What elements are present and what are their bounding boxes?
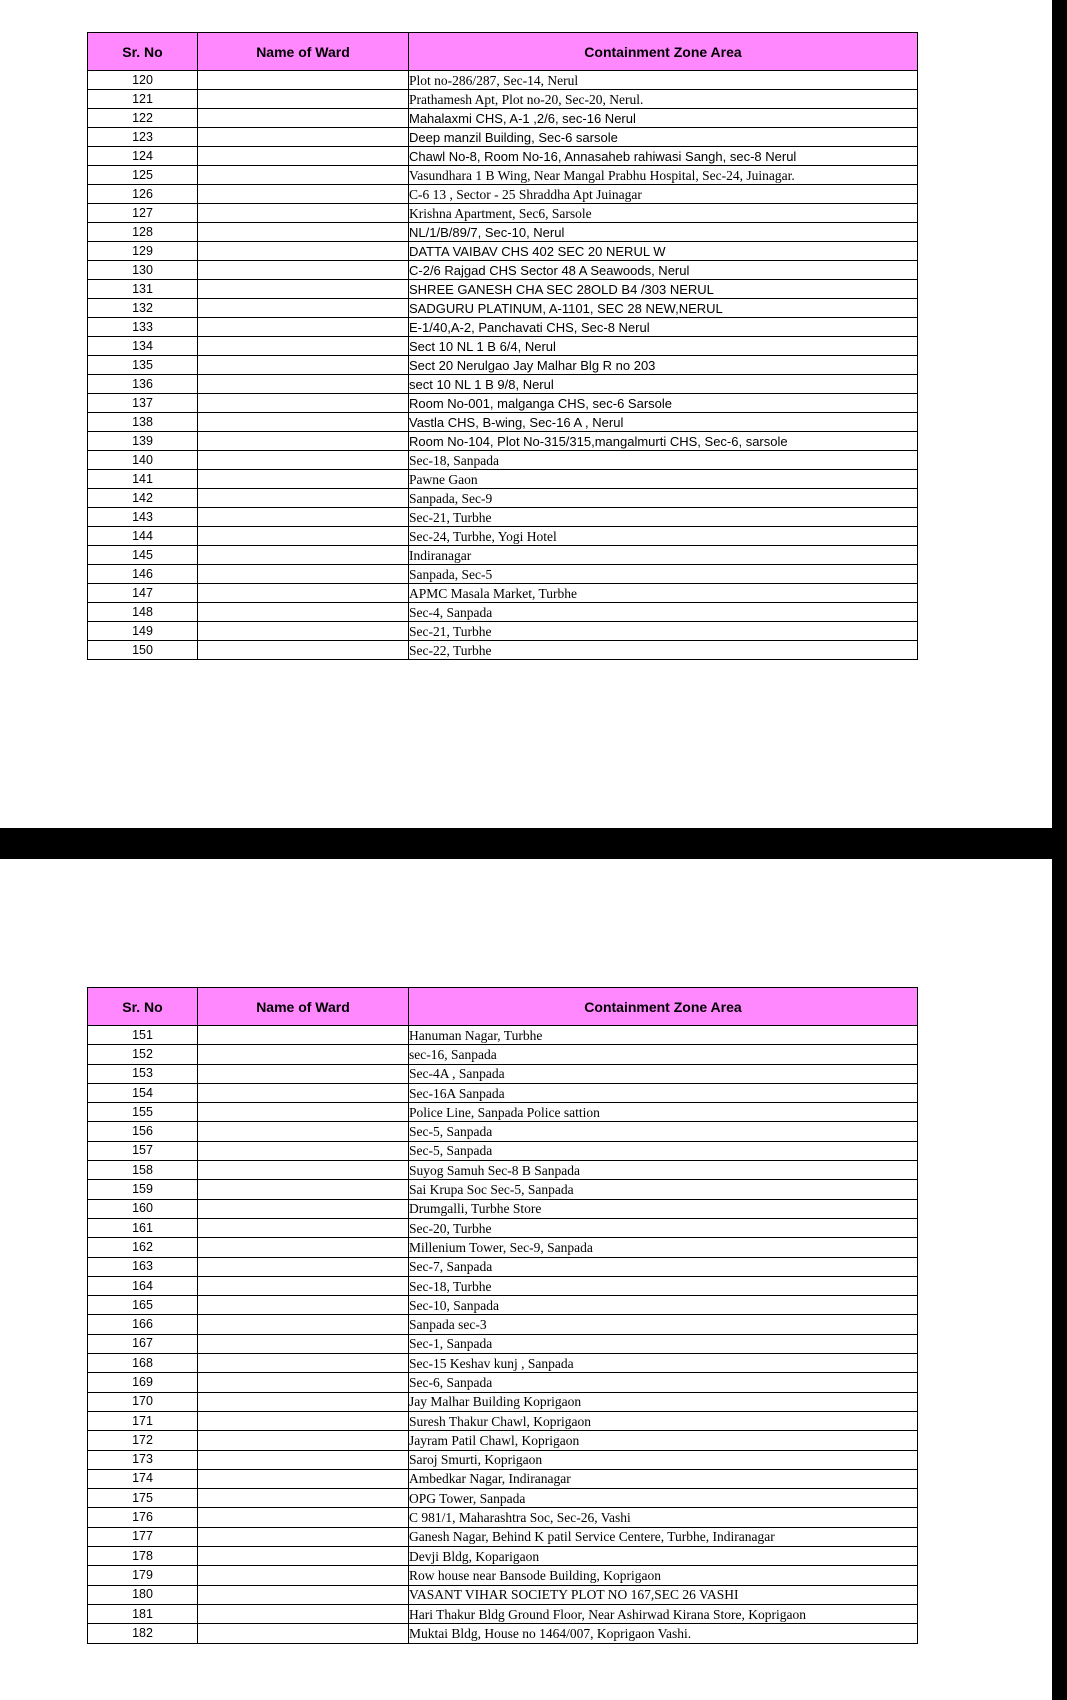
ward-name-cell [198,128,409,147]
ward-name-cell [198,508,409,527]
table-row [88,1103,918,1122]
table-row [88,223,918,242]
sr-no-cell: 154 [88,1083,198,1102]
ward-name-cell [198,1296,409,1315]
table-row [88,1180,918,1199]
containment-area-cell: C-2/6 Rajgad CHS Sector 48 A Seawoods, Nerul [409,261,918,280]
containment-area-cell: Vastla CHS, B-wing, Sec-16 A , Nerul [409,413,918,432]
table-row [88,375,918,394]
containment-area-cell: Mahalaxmi CHS, A-1 ,2/6, sec-16 Nerul [409,109,918,128]
sr-no-cell: 172 [88,1431,198,1450]
containment-area-cell: Sec-4, Sanpada [409,603,918,622]
sr-no-cell: 174 [88,1469,198,1488]
ward-name-cell [198,71,409,90]
table-header-row [88,33,918,71]
sr-no-cell: 133 [88,318,198,337]
sr-no-cell: 160 [88,1199,198,1218]
table-row [88,1450,918,1469]
sr-no-cell: 149 [88,622,198,641]
sr-no-cell: 176 [88,1508,198,1527]
table-row [88,565,918,584]
ward-name-cell [198,1238,409,1257]
ward-name-cell [198,1199,409,1218]
sr-no-cell: 144 [88,527,198,546]
containment-area-cell: Sect 20 Nerulgao Jay Malhar Blg R no 203 [409,356,918,375]
ward-name-cell [198,204,409,223]
containment-area-cell: OPG Tower, Sanpada [409,1489,918,1508]
ward-name-cell [198,1604,409,1623]
table-row [88,489,918,508]
containment-table-1 [87,32,918,660]
ward-name-cell [198,622,409,641]
table-row [88,413,918,432]
containment-area-cell: Sec-5, Sanpada [409,1122,918,1141]
ward-name-cell [198,432,409,451]
containment-area-cell: Chawl No-8, Room No-16, Annasaheb rahiwasi Sangh, sec-8 Nerul [409,147,918,166]
table-row [88,641,918,660]
table-row [88,1296,918,1315]
containment-area-cell: SHREE GANESH CHA SEC 28OLD B4 /303 NERUL [409,280,918,299]
sr-no-cell: 141 [88,470,198,489]
containment-area-cell: Muktai Bldg, House no 1464/007, Koprigaon Vashi. [409,1624,918,1643]
containment-area-cell: Jay Malhar Building Koprigaon [409,1392,918,1411]
table-row [88,109,918,128]
containment-area-cell: Jayram Patil Chawl, Koprigaon [409,1431,918,1450]
sr-no-cell: 164 [88,1276,198,1295]
containment-area-cell: Sec-6, Sanpada [409,1373,918,1392]
sr-no-cell: 181 [88,1604,198,1623]
sr-no-cell: 165 [88,1296,198,1315]
containment-area-cell: Vasundhara 1 B Wing, Near Mangal Prabhu Hospital, Sec-24, Juinagar. [409,166,918,185]
ward-name-cell [198,413,409,432]
ward-name-cell [198,90,409,109]
containment-area-cell: Ganesh Nagar, Behind K patil Service Centere, Turbhe, Indiranagar [409,1527,918,1546]
header-containment-zone: Containment Zone Area [409,988,918,1026]
table-row [88,185,918,204]
table-row [88,1026,918,1045]
containment-area-cell: Room No-104, Plot No-315/315,mangalmurti CHS, Sec-6, sarsole [409,432,918,451]
table-row [88,1276,918,1295]
containment-area-cell: Sec-21, Turbhe [409,622,918,641]
containment-area-cell: Hanuman Nagar, Turbhe [409,1026,918,1045]
ward-name-cell [198,584,409,603]
containment-area-cell: Suresh Thakur Chawl, Koprigaon [409,1411,918,1430]
table-row [88,1411,918,1430]
ward-name-cell [198,451,409,470]
containment-area-cell: Sanpada sec-3 [409,1315,918,1334]
table-row [88,1508,918,1527]
containment-area-cell: Sec-24, Turbhe, Yogi Hotel [409,527,918,546]
sr-no-cell: 134 [88,337,198,356]
table-row [88,584,918,603]
sr-no-cell: 132 [88,299,198,318]
header-containment-zone: Containment Zone Area [409,33,918,71]
table-row [88,527,918,546]
containment-area-cell: Pawne Gaon [409,470,918,489]
containment-area-cell: C-6 13 , Sector - 25 Shraddha Apt Juinagar [409,185,918,204]
ward-name-cell [198,1508,409,1527]
ward-name-cell [198,641,409,660]
sr-no-cell: 157 [88,1141,198,1160]
sr-no-cell: 156 [88,1122,198,1141]
table-header-row [88,988,918,1026]
table-row [88,1238,918,1257]
table-row [88,432,918,451]
containment-area-cell: C 981/1, Maharashtra Soc, Sec-26, Vashi [409,1508,918,1527]
ward-name-cell [198,1315,409,1334]
sr-no-cell: 125 [88,166,198,185]
ward-name-cell [198,1450,409,1469]
containment-area-cell: Ambedkar Nagar, Indiranagar [409,1469,918,1488]
ward-name-cell [198,318,409,337]
sr-no-cell: 131 [88,280,198,299]
ward-name-cell [198,1045,409,1064]
ward-name-cell [198,527,409,546]
table-row [88,204,918,223]
ward-name-cell [198,1392,409,1411]
sr-no-cell: 139 [88,432,198,451]
ward-name-cell [198,1547,409,1566]
table-row [88,1218,918,1237]
ward-name-cell [198,356,409,375]
sr-no-cell: 121 [88,90,198,109]
sr-no-cell: 159 [88,1180,198,1199]
table-row [88,394,918,413]
containment-area-cell: sec-16, Sanpada [409,1045,918,1064]
ward-name-cell [198,1218,409,1237]
sr-no-cell: 142 [88,489,198,508]
table-row [88,1354,918,1373]
containment-area-cell: Deep manzil Building, Sec-6 sarsole [409,128,918,147]
ward-name-cell [198,1624,409,1643]
sr-no-cell: 151 [88,1026,198,1045]
sr-no-cell: 182 [88,1624,198,1643]
page-separator-bar [0,828,1067,859]
ward-name-cell [198,1489,409,1508]
table-row [88,1392,918,1411]
ward-name-cell [198,489,409,508]
sr-no-cell: 128 [88,223,198,242]
ward-name-cell [198,242,409,261]
containment-area-cell: SADGURU PLATINUM, A-1101, SEC 28 NEW,NERUL [409,299,918,318]
containment-area-cell: Sec-18, Sanpada [409,451,918,470]
table-row [88,508,918,527]
containment-area-cell: Sec-22, Turbhe [409,641,918,660]
ward-name-cell [198,1527,409,1546]
containment-area-cell: Drumgalli, Turbhe Store [409,1199,918,1218]
ward-name-cell [198,1469,409,1488]
containment-area-cell: Police Line, Sanpada Police sattion [409,1103,918,1122]
sr-no-cell: 152 [88,1045,198,1064]
containment-area-cell: Sec-16A Sanpada [409,1083,918,1102]
containment-area-cell: Sec-10, Sanpada [409,1296,918,1315]
ward-name-cell [198,470,409,489]
ward-name-cell [198,375,409,394]
containment-area-cell: Sec-15 Keshav kunj , Sanpada [409,1354,918,1373]
ward-name-cell [198,1354,409,1373]
table-row [88,546,918,565]
sr-no-cell: 163 [88,1257,198,1276]
table-row [88,1045,918,1064]
header-sr-no: Sr. No [88,988,198,1026]
table-row [88,261,918,280]
sr-no-cell: 145 [88,546,198,565]
ward-name-cell [198,337,409,356]
header-sr-no: Sr. No [88,33,198,71]
sr-no-cell: 127 [88,204,198,223]
sr-no-cell: 140 [88,451,198,470]
table-row [88,470,918,489]
table-row [88,1527,918,1546]
table-row [88,1064,918,1083]
table-row [88,1469,918,1488]
sr-no-cell: 130 [88,261,198,280]
sr-no-cell: 126 [88,185,198,204]
sr-no-cell: 173 [88,1450,198,1469]
table-row [88,337,918,356]
containment-area-cell: Sanpada, Sec-9 [409,489,918,508]
sr-no-cell: 124 [88,147,198,166]
table-row [88,1315,918,1334]
ward-name-cell [198,1026,409,1045]
containment-area-cell: sect 10 NL 1 B 9/8, Nerul [409,375,918,394]
containment-area-cell: Sect 10 NL 1 B 6/4, Nerul [409,337,918,356]
sr-no-cell: 148 [88,603,198,622]
ward-name-cell [198,299,409,318]
ward-name-cell [198,1585,409,1604]
sr-no-cell: 166 [88,1315,198,1334]
header-ward-name: Name of Ward [198,988,409,1026]
table-row [88,1257,918,1276]
sr-no-cell: 122 [88,109,198,128]
table-row [88,1489,918,1508]
ward-name-cell [198,1122,409,1141]
containment-area-cell: VASANT VIHAR SOCIETY PLOT NO 167,SEC 26 VASHI [409,1585,918,1604]
containment-area-cell: Krishna Apartment, Sec6, Sarsole [409,204,918,223]
ward-name-cell [198,109,409,128]
sr-no-cell: 175 [88,1489,198,1508]
table-row [88,1141,918,1160]
ward-name-cell [198,1566,409,1585]
containment-area-cell: Row house near Bansode Building, Koprigaon [409,1566,918,1585]
ward-name-cell [198,223,409,242]
ward-name-cell [198,147,409,166]
containment-area-cell: Prathamesh Apt, Plot no-20, Sec-20, Nerul. [409,90,918,109]
sr-no-cell: 143 [88,508,198,527]
sr-no-cell: 153 [88,1064,198,1083]
containment-area-cell: APMC Masala Market, Turbhe [409,584,918,603]
ward-name-cell [198,1103,409,1122]
ward-name-cell [198,1161,409,1180]
containment-area-cell: Suyog Samuh Sec-8 B Sanpada [409,1161,918,1180]
ward-name-cell [198,565,409,584]
containment-area-cell: Millenium Tower, Sec-9, Sanpada [409,1238,918,1257]
ward-name-cell [198,1180,409,1199]
table-row [88,603,918,622]
table-row [88,280,918,299]
containment-area-cell: Sanpada, Sec-5 [409,565,918,584]
containment-area-cell: Saroj Smurti, Koprigaon [409,1450,918,1469]
sr-no-cell: 177 [88,1527,198,1546]
sr-no-cell: 168 [88,1354,198,1373]
table-row [88,166,918,185]
sr-no-cell: 135 [88,356,198,375]
sr-no-cell: 146 [88,565,198,584]
table-row [88,1547,918,1566]
ward-name-cell [198,546,409,565]
containment-area-cell: NL/1/B/89/7, Sec-10, Nerul [409,223,918,242]
containment-area-cell: Plot no-286/287, Sec-14, Nerul [409,71,918,90]
sr-no-cell: 167 [88,1334,198,1353]
containment-area-cell: Indiranagar [409,546,918,565]
table-row [88,242,918,261]
containment-area-cell: Devji Bldg, Koparigaon [409,1547,918,1566]
ward-name-cell [198,1064,409,1083]
sr-no-cell: 169 [88,1373,198,1392]
containment-area-cell: Sec-21, Turbhe [409,508,918,527]
ward-name-cell [198,185,409,204]
containment-area-cell: Sai Krupa Soc Sec-5, Sanpada [409,1180,918,1199]
ward-name-cell [198,1411,409,1430]
sr-no-cell: 180 [88,1585,198,1604]
ward-name-cell [198,603,409,622]
table-row [88,90,918,109]
sr-no-cell: 171 [88,1411,198,1430]
sr-no-cell: 178 [88,1547,198,1566]
sr-no-cell: 147 [88,584,198,603]
containment-area-cell: Sec-18, Turbhe [409,1276,918,1295]
table-row [88,1161,918,1180]
containment-area-cell: DATTA VAIBAV CHS 402 SEC 20 NERUL W [409,242,918,261]
table-row [88,1431,918,1450]
table-row [88,356,918,375]
ward-name-cell [198,1276,409,1295]
ward-name-cell [198,1257,409,1276]
sr-no-cell: 158 [88,1161,198,1180]
sr-no-cell: 120 [88,71,198,90]
ward-name-cell [198,1141,409,1160]
sr-no-cell: 161 [88,1218,198,1237]
sr-no-cell: 137 [88,394,198,413]
table-row [88,318,918,337]
containment-area-cell: Sec-1, Sanpada [409,1334,918,1353]
sr-no-cell: 129 [88,242,198,261]
table-row [88,451,918,470]
ward-name-cell [198,1334,409,1353]
table-row [88,1604,918,1623]
ward-name-cell [198,280,409,299]
table-row [88,299,918,318]
table-row [88,1585,918,1604]
containment-area-cell: Sec-5, Sanpada [409,1141,918,1160]
header-ward-name: Name of Ward [198,33,409,71]
table-row [88,1373,918,1392]
sr-no-cell: 155 [88,1103,198,1122]
table-row [88,71,918,90]
containment-area-cell: E-1/40,A-2, Panchavati CHS, Sec-8 Nerul [409,318,918,337]
sr-no-cell: 123 [88,128,198,147]
table-row [88,622,918,641]
table-row [88,1334,918,1353]
sr-no-cell: 136 [88,375,198,394]
containment-area-cell: Sec-20, Turbhe [409,1218,918,1237]
table-row [88,1624,918,1643]
table-row [88,147,918,166]
sr-no-cell: 179 [88,1566,198,1585]
containment-area-cell: Sec-7, Sanpada [409,1257,918,1276]
table-row [88,1199,918,1218]
ward-name-cell [198,1373,409,1392]
table-row [88,128,918,147]
table-row [88,1083,918,1102]
ward-name-cell [198,1083,409,1102]
table-row [88,1122,918,1141]
ward-name-cell [198,1431,409,1450]
ward-name-cell [198,394,409,413]
containment-area-cell: Hari Thakur Bldg Ground Floor, Near Ashirwad Kirana Store, Koprigaon [409,1604,918,1623]
containment-area-cell: Sec-4A , Sanpada [409,1064,918,1083]
ward-name-cell [198,166,409,185]
containment-area-cell: Room No-001, malganga CHS, sec-6 Sarsole [409,394,918,413]
sr-no-cell: 162 [88,1238,198,1257]
ward-name-cell [198,261,409,280]
sr-no-cell: 170 [88,1392,198,1411]
containment-table-2 [87,987,918,1644]
sr-no-cell: 150 [88,641,198,660]
sr-no-cell: 138 [88,413,198,432]
table-row [88,1566,918,1585]
